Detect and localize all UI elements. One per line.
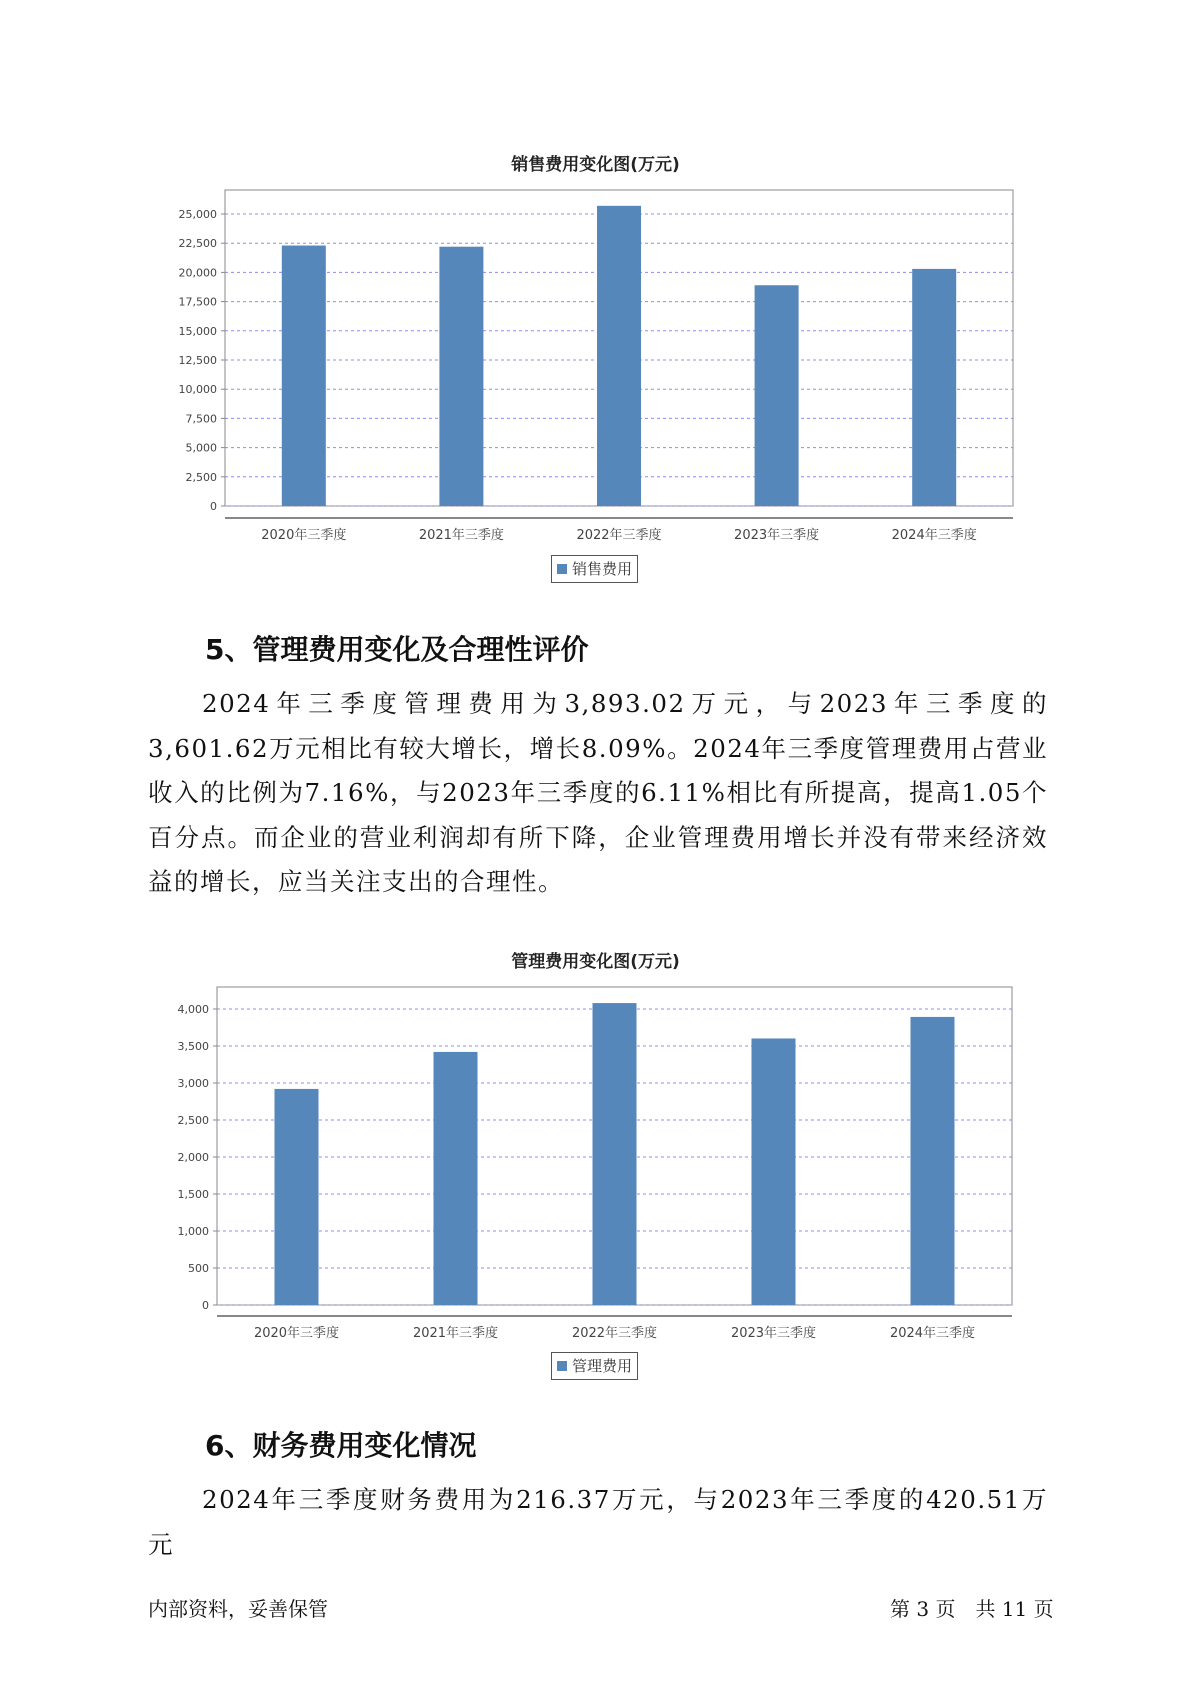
bar (275, 1089, 319, 1305)
section5-paragraph: 2024年三季度管理费用为3,893.02万元，与2023年三季度的3,601.62万元相比有较大增长，增长8.09%。2024年三季度管理费用占营业收入的比例为7.16%，与2023年三季度的6.11%相比有所提高，提高1.05个百分点。而企业的营业利润却有所下降，企业管理费用增长并没有带来经济效益的增长，应当关注支出的合理性。 (148, 689, 1048, 896)
y-tick-label: 0 (202, 1299, 209, 1312)
bar (912, 269, 956, 506)
y-tick-label: 7,500 (185, 412, 217, 426)
x-tick-label: 2024年三季度 (889, 1326, 976, 1341)
section6-heading: 6、财务费用变化情况 (205, 1429, 477, 1462)
y-tick-label: 500 (188, 1262, 209, 1275)
y-tick-label: 3,000 (177, 1077, 209, 1090)
chart2-title: 管理费用变化图(万元) (511, 952, 680, 972)
chart2-legend (551, 1352, 638, 1380)
bar (911, 1017, 955, 1305)
bar (597, 206, 641, 506)
footer-left: 内部资料，妥善保管 (148, 1597, 328, 1621)
bar (282, 246, 326, 506)
chart1-legend (551, 555, 638, 583)
chart1-legend-label: 销售费用 (572, 560, 633, 578)
chart2-legend-label: 管理费用 (572, 1357, 633, 1375)
y-tick-label: 2,500 (177, 1114, 209, 1127)
x-tick-label: 2021年三季度 (412, 1326, 499, 1341)
section6-paragraph: 2024年三季度财务费用为216.37万元，与2023年三季度的420.51万元 (148, 1485, 1048, 1559)
x-tick-label: 2023年三季度 (730, 1326, 817, 1341)
y-tick-label: 1,000 (177, 1225, 209, 1238)
bar (752, 1038, 796, 1305)
y-tick-label: 0 (210, 500, 217, 513)
footer-page-number: 第 3 页 共 11 页 (890, 1597, 1054, 1621)
legend-swatch (557, 564, 567, 574)
y-tick-label: 4,000 (177, 1003, 209, 1016)
sales-expense-chart (0, 175, 1191, 545)
x-tick-label: 2022年三季度 (576, 528, 662, 543)
x-tick-label: 2022年三季度 (571, 1326, 658, 1341)
x-tick-label: 2020年三季度 (253, 1326, 340, 1341)
y-tick-label: 2,500 (185, 470, 217, 484)
y-tick-label: 5,000 (185, 441, 217, 455)
y-tick-label: 12,500 (178, 354, 217, 367)
admin-expense-chart (0, 972, 1191, 1347)
y-tick-label: 10,000 (178, 383, 217, 397)
y-tick-label: 20,000 (178, 266, 217, 280)
y-tick-label: 3,500 (177, 1040, 209, 1053)
y-tick-label: 2,000 (177, 1151, 209, 1164)
x-tick-label: 2020年三季度 (261, 528, 347, 543)
x-tick-label: 2023年三季度 (734, 528, 820, 543)
x-tick-label: 2021年三季度 (418, 528, 504, 543)
bar (755, 285, 799, 506)
y-tick-label: 15,000 (178, 324, 217, 338)
section5-heading: 5、管理费用变化及合理性评价 (205, 633, 589, 666)
bar (434, 1052, 478, 1305)
bar (593, 1003, 637, 1305)
y-tick-label: 25,000 (178, 208, 217, 221)
legend-swatch (557, 1361, 567, 1371)
y-tick-label: 22,500 (178, 237, 217, 251)
x-tick-label: 2024年三季度 (891, 528, 977, 543)
chart1-title: 销售费用变化图(万元) (511, 155, 680, 175)
bar (439, 247, 483, 506)
y-tick-label: 17,500 (178, 295, 217, 309)
y-tick-label: 1,500 (177, 1188, 209, 1201)
